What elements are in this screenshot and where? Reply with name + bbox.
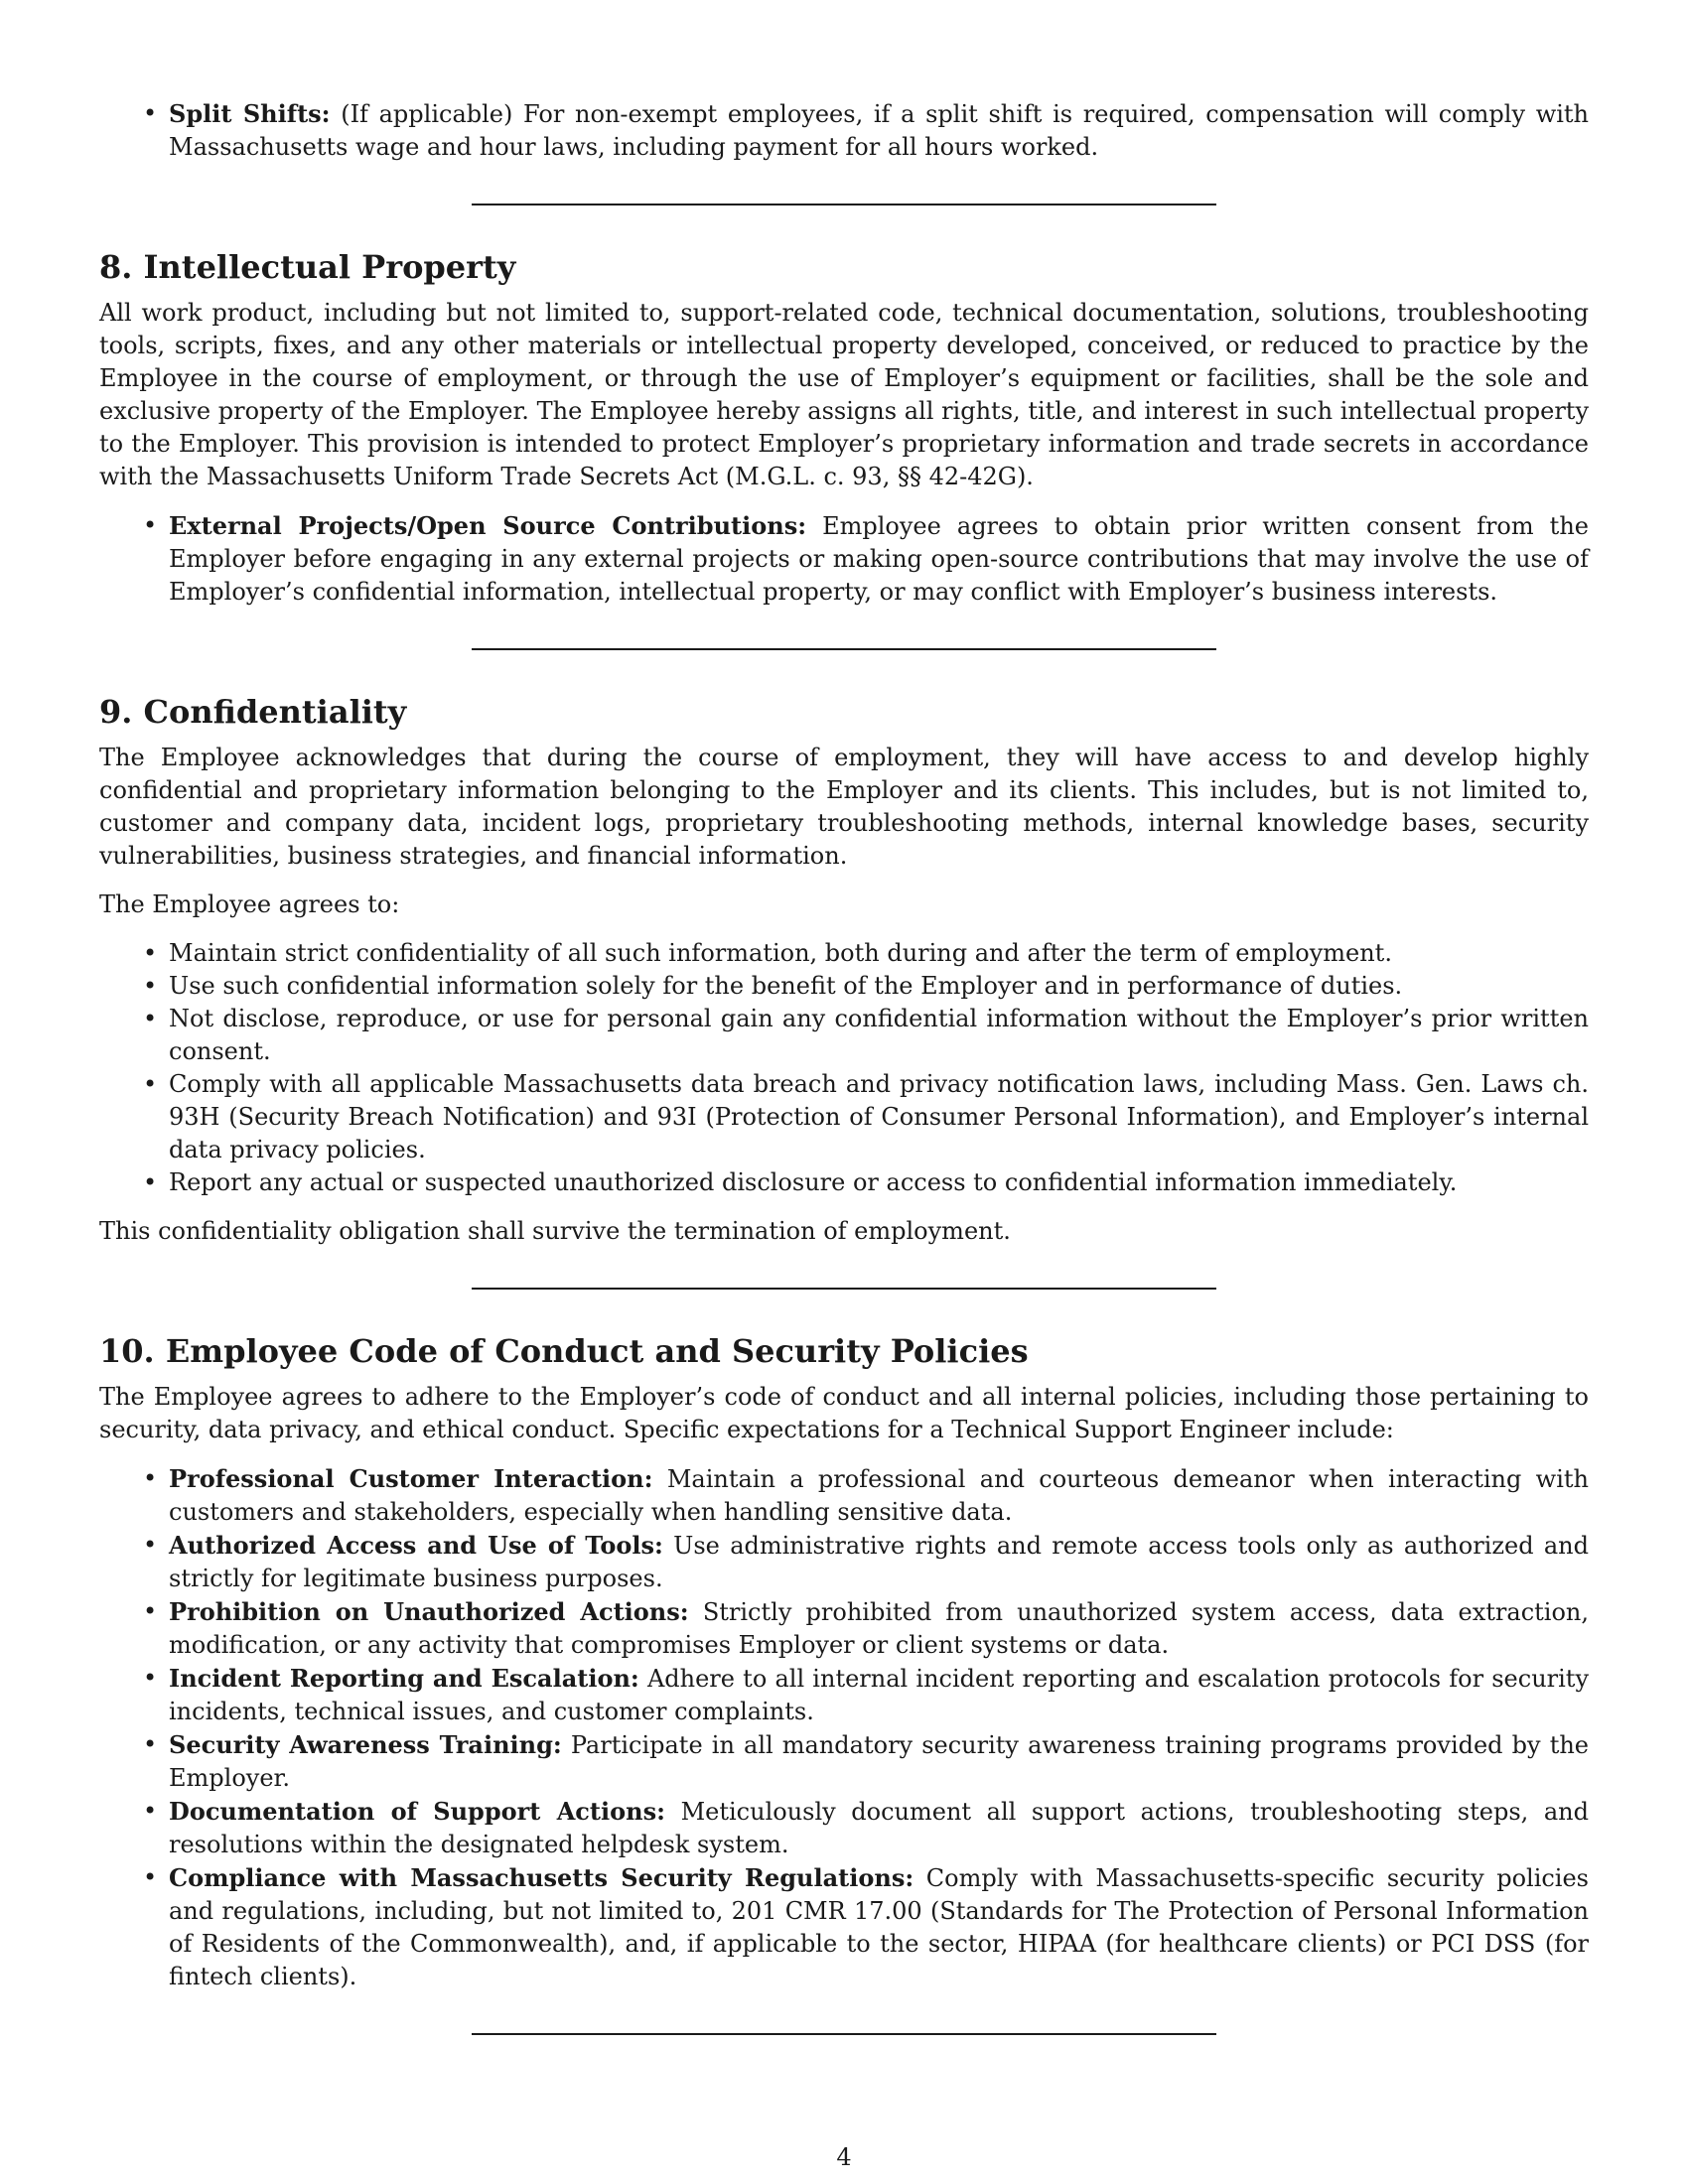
list-item [143, 1529, 1589, 1595]
list-item [143, 970, 1589, 1003]
item-label: Professional Customer Interaction: [169, 1464, 653, 1493]
section-heading-code-of-conduct: 10. Employee Code of Conduct and Security Policies [99, 1332, 1029, 1370]
bullet-icon: • [143, 939, 158, 967]
list-item [143, 1166, 1589, 1199]
list-item [143, 1003, 1589, 1068]
list-item [143, 1662, 1590, 1728]
ip-paragraph: All work product, including but not limited to, support-related code, technical documentation, solutions, troubleshooting tools, scripts, fixes, and any other materials or intellectual property developed, conceived, or reduced to practice by the Employee in the course of employment, or through the use of Employer’s equipment or facilities, shall be the sole and exclusive property of the Employer. The Employee hereby assigns all rights, title, and interest in such intellectual property to the Employer. This provision is intended to protect Employer’s proprietary information and trade secrets in accordance with the Massachusetts Uniform Trade Secrets Act (M.G.L. c. 93, §§ 42-42G). [99, 299, 1589, 490]
item-label: Split Shifts: [169, 99, 331, 128]
item-text: Maintain strict confidentiality of all such information, both during and after the term of employment. [169, 939, 1392, 967]
item-label: Compliance with Massachusetts Security Regulations: [169, 1863, 914, 1892]
item-text: Not disclose, reproduce, or use for personal gain any confidential information without the Employer’s prior written consent. [169, 1005, 1589, 1065]
section-heading-confidentiality: 9. Confidentiality [99, 693, 407, 731]
bullet-icon: • [143, 1730, 158, 1758]
item-text: Maintain a professional and courteous demeanor when interacting with customers and stakeholders, especially when handling sensitive data. [169, 1465, 1590, 1526]
bullet-icon: • [143, 1797, 158, 1825]
bullet-icon: • [143, 1863, 158, 1891]
item-text: Report any actual or suspected unauthorized disclosure or access to confidential information immediately. [169, 1168, 1458, 1196]
section-heading-intellectual-property: 8. Intellectual Property [99, 248, 516, 286]
item-label: Prohibition on Unauthorized Actions: [169, 1597, 689, 1626]
item-text: Meticulously document all support actions, troubleshooting steps, and resolutions within the designated helpdesk system. [169, 1798, 1590, 1858]
bullet-icon: • [143, 99, 158, 127]
item-text: Strictly prohibited from unauthorized system access, data extraction, modification, or any activity that compromises Employer or client systems or data. [169, 1598, 1589, 1659]
confidentiality-closing: This confidentiality obligation shall survive the termination of employment. [99, 1217, 1011, 1245]
item-text: Participate in all mandatory security awareness training programs provided by the Employer. [169, 1731, 1589, 1792]
item-text: Comply with all applicable Massachusetts data breach and privacy notification laws, including Mass. Gen. Laws ch. 93H (Security Breach Notification) and 93I (Protection of Consumer Personal Information), and Employer’s internal data privacy policies. [169, 1070, 1589, 1163]
list-item [143, 1728, 1589, 1795]
list-item [143, 97, 1590, 164]
list-item [143, 1795, 1590, 1861]
list-item [143, 509, 1589, 609]
item-text: Comply with Massachusetts-specific security policies and regulations, including, but not limited to, 201 CMR 17.00 (Standards for The Protection of Personal Information of Residents of the Commonwealth), and, if applicable to the sector, HIPAA (for healthcare clients) or PCI DSS (for fintech clients). [169, 1864, 1590, 1990]
item-text: Use administrative rights and remote access tools only as authorized and strictly for legitimate business purposes. [169, 1532, 1589, 1592]
item-label: Documentation of Support Actions: [169, 1797, 665, 1826]
list-item [143, 1861, 1590, 1993]
bullet-icon: • [143, 1070, 158, 1098]
item-label: Security Awareness Training: [169, 1730, 562, 1759]
section-divider [472, 2033, 1216, 2035]
list-item [143, 1462, 1590, 1529]
bullet-icon: • [143, 1005, 158, 1032]
document-page [99, 97, 1589, 2035]
bullet-icon: • [143, 511, 158, 539]
item-text: (If applicable) For non-exempt employees, if a split shift is required, compensation will comply with Massachusetts wage and hour laws, including payment for all hours worked. [169, 100, 1590, 161]
list-item [143, 1595, 1589, 1662]
ip-list [99, 509, 1589, 609]
bullet-icon: • [143, 1464, 158, 1492]
page-number: 4 [836, 2143, 852, 2171]
item-text: Employee agrees to obtain prior written consent from the Employer before engaging in any external projects or making open-source contributions that may involve the use of Employer’s confidential information, intellectual property, or may conflict with Employer’s business interests. [169, 512, 1589, 606]
confidentiality-paragraph: The Employee acknowledges that during the course of employment, they will have access to and develop highly confidential and proprietary information belonging to the Employer and its clients. This includes, but is not limited to, customer and company data, incident logs, proprietary troubleshooting methods, internal knowledge bases, security vulnerabilities, business strategies, and financial information. [99, 744, 1589, 870]
agrees-line: The Employee agrees to: [99, 890, 400, 918]
item-label: Incident Reporting and Escalation: [169, 1664, 639, 1693]
item-label: External Projects/Open Source Contributions: [169, 511, 807, 540]
conduct-paragraph: The Employee agrees to adhere to the Employer’s code of conduct and all internal policies, including those pertaining to security, data privacy, and ethical conduct. Specific expectations for a Technical Support Engineer include: [99, 1383, 1589, 1443]
confidentiality-list [99, 937, 1589, 1199]
conduct-list [99, 1462, 1589, 1993]
list-item [143, 937, 1589, 970]
list-item [143, 1068, 1589, 1166]
item-label: Authorized Access and Use of Tools: [169, 1531, 663, 1560]
bullet-icon: • [143, 1168, 158, 1196]
bullet-icon: • [143, 972, 158, 1000]
item-text: Adhere to all internal incident reporting and escalation protocols for security incidents, technical issues, and customer complaints. [169, 1665, 1590, 1725]
bullet-icon: • [143, 1597, 158, 1625]
split-shifts-list [99, 97, 1589, 164]
bullet-icon: • [143, 1664, 158, 1692]
bullet-icon: • [143, 1531, 158, 1559]
item-text: Use such confidential information solely for the benefit of the Employer and in performance of duties. [169, 972, 1403, 1000]
